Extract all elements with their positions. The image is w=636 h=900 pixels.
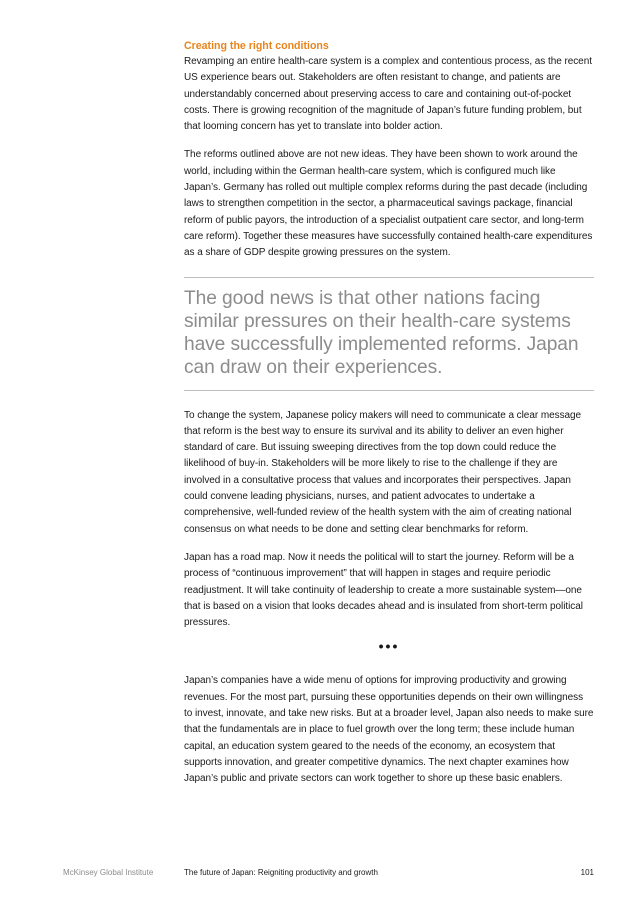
page-number: 101 <box>580 868 594 877</box>
footer-organization: McKinsey Global Institute <box>63 868 154 877</box>
footer-report-title: The future of Japan: Reigniting productivity and growth <box>184 868 378 877</box>
body-paragraph-2: The reforms outlined above are not new ideas. They have been shown to work around the world, including within the German health-care system, which is configured much like Japan’s. Germany has rolled out multiple complex reforms during the past decade (including laws to strengthen competition in the sector, a pharmaceutical savings package, financial reform of public payors, the introduction of a specialist outpatient care sector, and long-term care reform). Together these measures have successfully contained health-care expenditures as a share of GDP despite growing pressures on the system. <box>184 149 593 259</box>
section-heading: Creating the right conditions <box>184 40 329 52</box>
body-paragraph-1: Revamping an entire health-care system is a complex and contentious process, as the recent US experience bears out. Stakeholders are often resistant to change, and patients are understandably concerned about preserving access to care and containing out-of-pocket costs. There is growing recognition of the magnitude of Japan’s future funding problem, but that looming concern has yet to translate into bolder action. <box>184 56 592 133</box>
body-paragraph-5: Japan’s companies have a wide menu of options for improving productivity and growing revenues. For the most part, pursuing these opportunities depends on their own willingness to invest, innovate, and take new risks. But at a broader level, Japan also needs to make sure that the fundamentals are in place to fuel growth over the long term; these include human capital, an education system geared to the needs of the economy, an ecosystem that supports innovation, and greater competitive dynamics. The next chapter examines how Japan’s public and private sectors can work together to shore up these basic enablers. <box>184 675 594 785</box>
section-separator: ••• <box>378 638 400 655</box>
main-content <box>184 39 594 788</box>
body-paragraph-4: Japan has a road map. Now it needs the political will to start the journey. Reform will be a process of “continuous improvement” that will happen in stages and require periodic readjustment. It will take continuity of leadership to create a more sustainable system—one that is based on a vision that looks decades ahead and is insulated from short-term political pressures. <box>184 551 583 629</box>
body-paragraph-3: To change the system, Japanese policy makers will need to communicate a clear message that reform is the best way to ensure its survival and its ability to deliver an even higher standard of care. But issuing sweeping directives from the top down could reduce the likelihood of buy-in. Stakeholders will be more likely to rise to the challenge if they are involved in a consultative process that values and incorporates their perspectives. Japan could convene leading physicians, nurses, and patient advocates to undertake a comprehensive, well-funded review of the health system with the aim of creating national consensus on what needs to be done and setting clear benchmarks for reform. <box>184 409 582 535</box>
pullquote-block <box>184 277 594 391</box>
pullquote: The good news is that other nations facing similar pressures on their health-care systems have successfully implemented reforms. Japan can draw on their experiences. <box>184 287 579 378</box>
